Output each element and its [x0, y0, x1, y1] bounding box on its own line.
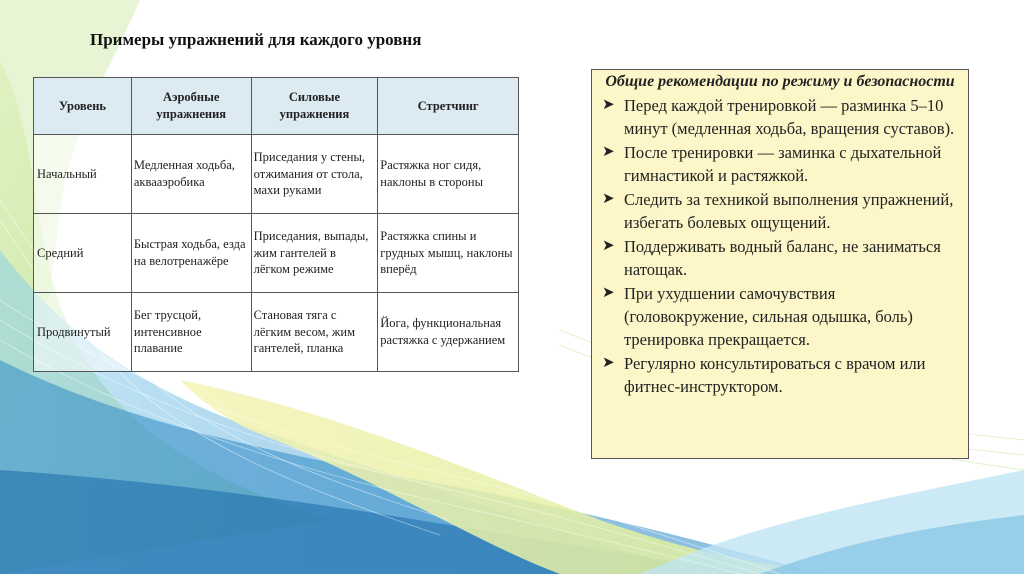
recommendations-title: Общие рекомендации по режиму и безопасности	[605, 73, 955, 90]
arrow-bullet-icon: ➤	[602, 144, 615, 160]
strength-cell: Приседания, выпады, жим гантелей в лёгком режиме	[251, 214, 378, 293]
list-item-text: После тренировки — заминка с дыхательной гимнастикой и растяжкой.	[624, 143, 942, 185]
list-item-text: Поддерживать водный баланс, не заниматься натощак.	[624, 237, 941, 279]
list-item-text: Перед каждой тренировкой — разминка 5–10 минут (медленная ходьба, вращения суставов).	[624, 96, 955, 138]
header-stretching: Стретчинг	[378, 78, 519, 135]
arrow-bullet-icon: ➤	[602, 238, 615, 254]
list-item	[600, 94, 960, 140]
table-header-row	[34, 78, 519, 135]
list-item	[600, 141, 960, 187]
list-item	[600, 282, 960, 351]
level-cell: Средний	[34, 214, 132, 293]
exercise-table	[33, 77, 519, 372]
arrow-bullet-icon: ➤	[602, 285, 615, 301]
list-item	[600, 188, 960, 234]
stretching-cell: Растяжка спины и грудных мышц, наклоны вперёд	[378, 214, 519, 293]
header-level: Уровень	[34, 78, 132, 135]
list-item-text: Регулярно консультироваться с врачом или фитнес-инструктором.	[624, 354, 926, 396]
recommendations-box	[591, 69, 969, 459]
list-item	[600, 235, 960, 281]
aerobic-cell: Бег трусцой, интенсивное плавание	[131, 293, 251, 372]
aerobic-cell: Быстрая ходьба, езда на велотренажёре	[131, 214, 251, 293]
list-item	[600, 352, 960, 398]
recommendations-list	[600, 94, 960, 398]
level-cell: Начальный	[34, 135, 132, 214]
table-row	[34, 135, 519, 214]
list-item-text: Следить за техникой выполнения упражнений, избегать болевых ощущений.	[624, 190, 954, 232]
arrow-bullet-icon: ➤	[602, 191, 615, 207]
strength-cell: Становая тяга с лёгким весом, жим гантелей, планка	[251, 293, 378, 372]
strength-cell: Приседания у стены, отжимания от стола, махи руками	[251, 135, 378, 214]
aerobic-cell: Медленная ходьба, аквааэробика	[131, 135, 251, 214]
slide-title: Примеры упражнений для каждого уровня	[90, 30, 422, 49]
arrow-bullet-icon: ➤	[602, 355, 615, 371]
stretching-cell: Растяжка ног сидя, наклоны в стороны	[378, 135, 519, 214]
table-row	[34, 214, 519, 293]
level-cell: Продвинутый	[34, 293, 132, 372]
arrow-bullet-icon: ➤	[602, 97, 615, 113]
stretching-cell: Йога, функциональная растяжка с удержанием	[378, 293, 519, 372]
table-row	[34, 293, 519, 372]
header-aerobic: Аэробные упражнения	[131, 78, 251, 135]
header-strength: Силовые упражнения	[251, 78, 378, 135]
list-item-text: При ухудшении самочувствия (головокружение, сильная одышка, боль) тренировка прекращается.	[624, 284, 913, 349]
